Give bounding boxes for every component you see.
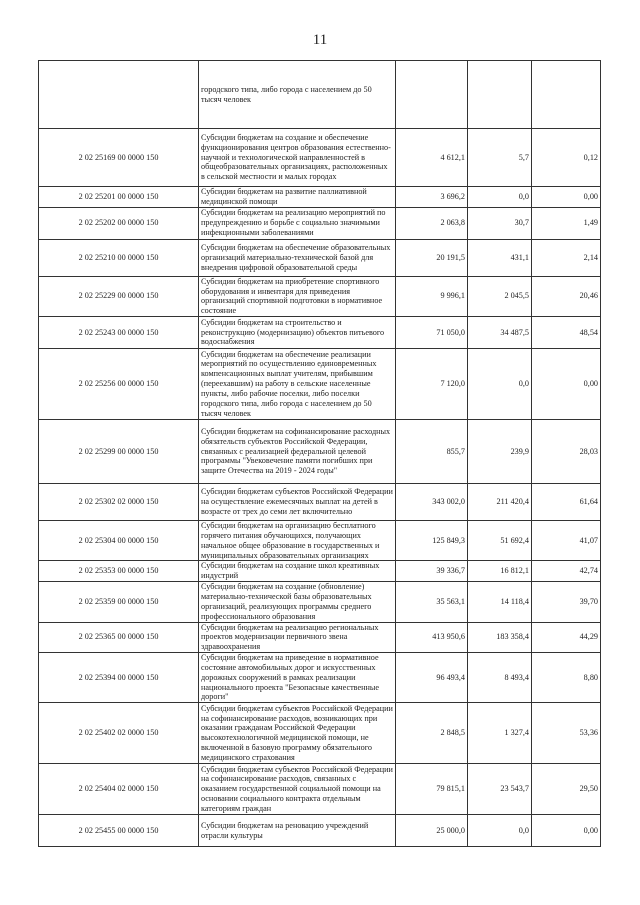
row-description: Субсидии бюджетам на создание школ креативных индустрий bbox=[199, 561, 396, 582]
table-row bbox=[39, 521, 601, 561]
row-description: Субсидии бюджетам на софинансирование расходных обязательств субъектов Российской Федерации, связанных с реализацией федеральной целевой программы "Увековечение памяти погибших при защите Отечества на 2019 - 2024 годы" bbox=[199, 420, 396, 484]
row-description: Субсидии бюджетам на развитие паллиативной медицинской помощи bbox=[199, 187, 396, 208]
table-row bbox=[39, 561, 601, 582]
row-executed-amount: 5,7 bbox=[468, 129, 532, 187]
row-code: 2 02 25359 00 0000 150 bbox=[39, 582, 199, 622]
table-row bbox=[39, 420, 601, 484]
row-plan-amount: 25 000,0 bbox=[396, 815, 468, 847]
row-description: Субсидии бюджетам субъектов Российской Федерации на софинансирование расходов, возникающих при оказании гражданам Российской Федерации высокотехнологичной медицинской помощи, не включенной в базовую программу обязательного медицинского страхования bbox=[199, 703, 396, 764]
row-plan-amount: 9 996,1 bbox=[396, 276, 468, 316]
page-number: 11 bbox=[312, 32, 328, 48]
row-plan-amount: 20 191,5 bbox=[396, 239, 468, 276]
table-row bbox=[39, 239, 601, 276]
row-executed-amount: 8 493,4 bbox=[468, 653, 532, 703]
row-code: 2 02 25353 00 0000 150 bbox=[39, 561, 199, 582]
row-plan-amount: 96 493,4 bbox=[396, 653, 468, 703]
row-plan-amount: 35 563,1 bbox=[396, 582, 468, 622]
row-percent: 0,00 bbox=[532, 349, 601, 420]
row-plan-amount: 7 120,0 bbox=[396, 349, 468, 420]
row-plan-amount: 855,7 bbox=[396, 420, 468, 484]
row-code bbox=[39, 61, 199, 129]
table-row bbox=[39, 276, 601, 316]
row-percent: 20,46 bbox=[532, 276, 601, 316]
row-code: 2 02 25229 00 0000 150 bbox=[39, 276, 199, 316]
row-description: Субсидии бюджетам на организацию бесплатного горячего питания обучающихся, получающих начальное общее образование в государственных и муниципальных образовательных организациях bbox=[199, 521, 396, 561]
row-executed-amount: 34 487,5 bbox=[468, 317, 532, 349]
row-executed-amount: 23 543,7 bbox=[468, 764, 532, 815]
row-percent: 0,00 bbox=[532, 187, 601, 208]
row-percent: 42,74 bbox=[532, 561, 601, 582]
row-percent: 29,50 bbox=[532, 764, 601, 815]
row-plan-amount: 2 063,8 bbox=[396, 207, 468, 239]
row-plan-amount: 2 848,5 bbox=[396, 703, 468, 764]
row-description: Субсидии бюджетам на обеспечение реализации мероприятий по осуществлению единовременных компенсационных выплат учителям, прибывшим (переехавшим) на работу в сельские населенные пункты, либо рабочие поселки, либо поселки городского типа, либо города с населением до 50 тысяч человек bbox=[199, 349, 396, 420]
row-plan-amount: 39 336,7 bbox=[396, 561, 468, 582]
row-executed-amount: 30,7 bbox=[468, 207, 532, 239]
row-percent: 53,36 bbox=[532, 703, 601, 764]
row-executed-amount: 211 420,4 bbox=[468, 484, 532, 521]
row-plan-amount: 3 696,2 bbox=[396, 187, 468, 208]
row-percent: 44,29 bbox=[532, 622, 601, 653]
budget-table-body bbox=[39, 61, 601, 847]
row-description: Субсидии бюджетам на приведение в нормативное состояние автомобильных дорог и искусственных дорожных сооружений в рамках реализации национального проекта "Безопасные качественные дороги" bbox=[199, 653, 396, 703]
row-percent: 41,07 bbox=[532, 521, 601, 561]
row-description: Субсидии бюджетам на реализацию региональных проектов модернизации первичного звена здравоохранения bbox=[199, 622, 396, 653]
row-executed-amount: 0,0 bbox=[468, 349, 532, 420]
row-code: 2 02 25402 02 0000 150 bbox=[39, 703, 199, 764]
row-executed-amount: 14 118,4 bbox=[468, 582, 532, 622]
row-percent: 48,54 bbox=[532, 317, 601, 349]
row-executed-amount: 2 045,5 bbox=[468, 276, 532, 316]
row-percent: 2,14 bbox=[532, 239, 601, 276]
table-row bbox=[39, 187, 601, 208]
table-row bbox=[39, 61, 601, 129]
table-row bbox=[39, 622, 601, 653]
row-code: 2 02 25302 02 0000 150 bbox=[39, 484, 199, 521]
row-percent: 0,12 bbox=[532, 129, 601, 187]
table-row bbox=[39, 815, 601, 847]
row-code: 2 02 25210 00 0000 150 bbox=[39, 239, 199, 276]
row-description: городского типа, либо города с населением до 50 тысяч человек bbox=[199, 61, 396, 129]
row-code: 2 02 25304 00 0000 150 bbox=[39, 521, 199, 561]
row-executed-amount: 0,0 bbox=[468, 815, 532, 847]
table-row bbox=[39, 484, 601, 521]
row-description: Субсидии бюджетам на строительство и реконструкцию (модернизацию) объектов питьевого водоснабжения bbox=[199, 317, 396, 349]
table-row bbox=[39, 349, 601, 420]
row-executed-amount: 183 358,4 bbox=[468, 622, 532, 653]
row-plan-amount: 343 002,0 bbox=[396, 484, 468, 521]
row-code: 2 02 25256 00 0000 150 bbox=[39, 349, 199, 420]
row-description: Субсидии бюджетам на обеспечение образовательных организаций материально-технической базой для внедрения цифровой образовательной среды bbox=[199, 239, 396, 276]
row-percent: 39,70 bbox=[532, 582, 601, 622]
row-code: 2 02 25365 00 0000 150 bbox=[39, 622, 199, 653]
row-description: Субсидии бюджетам на создание и обеспечение функционирования центров образования естественно-научной и технологической направленностей в общеобразовательных организациях, расположенных в сельской местности и малых городах bbox=[199, 129, 396, 187]
table-row bbox=[39, 764, 601, 815]
row-executed-amount: 1 327,4 bbox=[468, 703, 532, 764]
row-percent: 0,00 bbox=[532, 815, 601, 847]
row-description: Субсидии бюджетам на создание (обновление) материально-технической базы образовательных организаций, реализующих программы среднего профессионального образования bbox=[199, 582, 396, 622]
row-executed-amount: 0,0 bbox=[468, 187, 532, 208]
row-description: Субсидии бюджетам субъектов Российской Федерации на осуществление ежемесячных выплат на детей в возрасте от трех до семи лет включительно bbox=[199, 484, 396, 521]
budget-table bbox=[38, 60, 601, 847]
row-executed-amount: 239,9 bbox=[468, 420, 532, 484]
table-row bbox=[39, 129, 601, 187]
row-plan-amount bbox=[396, 61, 468, 129]
row-executed-amount: 51 692,4 bbox=[468, 521, 532, 561]
row-code: 2 02 25202 00 0000 150 bbox=[39, 207, 199, 239]
row-code: 2 02 25455 00 0000 150 bbox=[39, 815, 199, 847]
table-row bbox=[39, 317, 601, 349]
row-description: Субсидии бюджетам на приобретение спортивного оборудования и инвентаря для приведения организаций спортивной подготовки в нормативное состояние bbox=[199, 276, 396, 316]
row-executed-amount bbox=[468, 61, 532, 129]
row-executed-amount: 16 812,1 bbox=[468, 561, 532, 582]
row-percent: 1,49 bbox=[532, 207, 601, 239]
row-description: Субсидии бюджетам на реализацию мероприятий по предупреждению и борьбе с социально значимыми инфекционными заболеваниями bbox=[199, 207, 396, 239]
row-executed-amount: 431,1 bbox=[468, 239, 532, 276]
table-row bbox=[39, 582, 601, 622]
row-description: Субсидии бюджетам на реновацию учреждений отрасли культуры bbox=[199, 815, 396, 847]
row-code: 2 02 25243 00 0000 150 bbox=[39, 317, 199, 349]
row-plan-amount: 125 849,3 bbox=[396, 521, 468, 561]
row-percent bbox=[532, 61, 601, 129]
row-code: 2 02 25404 02 0000 150 bbox=[39, 764, 199, 815]
row-code: 2 02 25201 00 0000 150 bbox=[39, 187, 199, 208]
row-description: Субсидии бюджетам субъектов Российской Федерации на софинансирование расходов, связанных с оказанием государственной социальной помощи на основании социального контракта отдельным категориям граждан bbox=[199, 764, 396, 815]
table-row bbox=[39, 653, 601, 703]
table-row bbox=[39, 703, 601, 764]
row-code: 2 02 25169 00 0000 150 bbox=[39, 129, 199, 187]
row-code: 2 02 25299 00 0000 150 bbox=[39, 420, 199, 484]
row-plan-amount: 413 950,6 bbox=[396, 622, 468, 653]
row-percent: 61,64 bbox=[532, 484, 601, 521]
row-plan-amount: 71 050,0 bbox=[396, 317, 468, 349]
row-percent: 28,03 bbox=[532, 420, 601, 484]
row-plan-amount: 79 815,1 bbox=[396, 764, 468, 815]
row-plan-amount: 4 612,1 bbox=[396, 129, 468, 187]
row-code: 2 02 25394 00 0000 150 bbox=[39, 653, 199, 703]
table-row bbox=[39, 207, 601, 239]
row-percent: 8,80 bbox=[532, 653, 601, 703]
